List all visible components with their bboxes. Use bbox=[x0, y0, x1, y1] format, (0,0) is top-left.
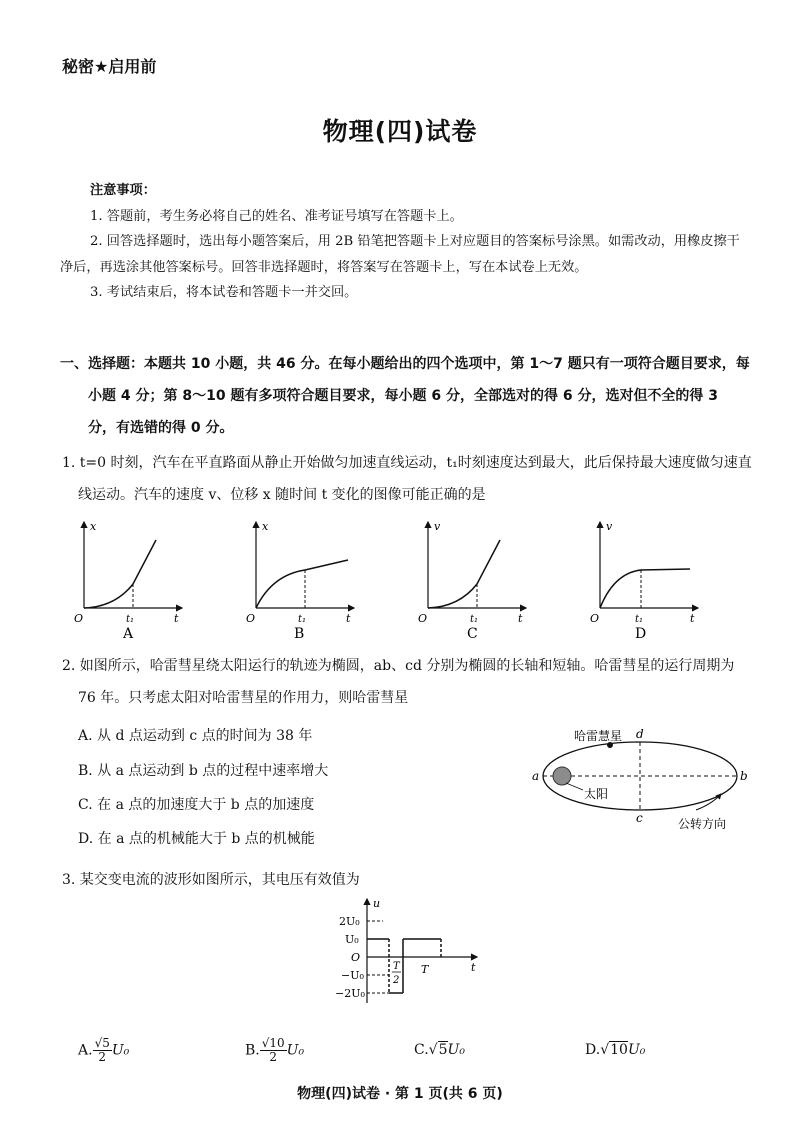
tick-half-period-den: 2 bbox=[393, 975, 400, 986]
question-2-stem: 2. 如图所示，哈雷彗星绕太阳运行的轨迹为椭圆，ab、cd 分别为椭圆的长轴和短轴。哈雷彗星的运行周期为 76 年。只考虑太阳对哈雷彗星的作用力，则哈雷彗星 bbox=[62, 658, 735, 706]
graph-b-label: B bbox=[294, 626, 305, 642]
question-2-option-b: B. 从 a 点运动到 b 点的过程中速率增大 bbox=[78, 763, 329, 779]
sun-label: 太阳 bbox=[584, 787, 609, 801]
graph-b-curve bbox=[256, 560, 348, 608]
graph-a-label: A bbox=[123, 626, 134, 642]
question-3-stem: 3. 某交变电流的波形如图所示，其电压有效值为 bbox=[62, 872, 360, 888]
point-c-label: c bbox=[636, 811, 643, 825]
graph-d-curve bbox=[600, 569, 690, 608]
graph-c-curve bbox=[428, 540, 500, 608]
tick-half-period-num: T bbox=[393, 961, 400, 972]
graph-c-x-label: t bbox=[518, 612, 523, 625]
question-1-graphs bbox=[70, 518, 750, 642]
confidential-label: 秘密★启用前 bbox=[62, 57, 157, 76]
graph-b bbox=[246, 520, 354, 642]
waveform-y-label: u bbox=[373, 897, 381, 910]
graph-d-origin: O bbox=[590, 612, 600, 625]
graph-c bbox=[418, 520, 526, 642]
graph-c-origin: O bbox=[418, 612, 428, 625]
question-2-option-d: D. 在 a 点的机械能大于 b 点的机械能 bbox=[78, 831, 315, 847]
graph-a-tick: t₁ bbox=[126, 614, 135, 625]
waveform-origin: O bbox=[351, 951, 361, 964]
notice-heading: 注意事项： bbox=[90, 183, 156, 198]
graph-c-tick: t₁ bbox=[470, 614, 479, 625]
graph-d-x-label: t bbox=[690, 612, 695, 625]
question-2-option-c: C. 在 a 点的加速度大于 b 点的加速度 bbox=[78, 797, 315, 813]
notice-item: 2. 回答选择题时，选出每小题答案后，用 2B 铅笔把答题卡上对应题目的答案标号涂黑。如需改动，用橡皮擦干净后，再选涂其他答案标号。回答非选择题时，将答案写在答题卡上，写在本试卷上无效。 bbox=[60, 234, 740, 275]
tick-u0: U₀ bbox=[345, 933, 359, 946]
point-d-label: d bbox=[636, 727, 644, 741]
sun-icon bbox=[553, 767, 571, 785]
tick-period: T bbox=[421, 963, 429, 976]
notice-block bbox=[60, 178, 750, 306]
tick-neg-u0: −U₀ bbox=[341, 969, 364, 982]
tick-2u0: 2U₀ bbox=[339, 915, 360, 928]
question-3-option-a: A. $\frac{√5}{2}$ U₀ bbox=[78, 1036, 130, 1064]
question-2-option-a: A. 从 d 点运动到 c 点的时间为 38 年 bbox=[78, 728, 313, 744]
comet-label: 哈雷慧星 bbox=[574, 729, 623, 743]
graph-d bbox=[590, 520, 698, 642]
graph-c-label: C bbox=[467, 626, 478, 642]
point-a-label: a bbox=[532, 769, 540, 783]
page-title: 物理(四)试卷 bbox=[322, 117, 478, 146]
comet-orbit-figure bbox=[528, 718, 753, 836]
graph-b-origin: O bbox=[246, 612, 256, 625]
tick-neg-2u0: −2U₀ bbox=[335, 987, 365, 1000]
graph-b-tick: t₁ bbox=[298, 614, 307, 625]
graph-a-x-label: t bbox=[174, 612, 179, 625]
notice-item: 1. 答题前，考生务必将自己的姓名、准考证号填写在答题卡上。 bbox=[90, 208, 463, 224]
notice-item: 3. 考试结束后，将本试卷和答题卡一并交回。 bbox=[90, 285, 358, 300]
graph-c-y-label: v bbox=[434, 520, 441, 533]
waveform-figure bbox=[335, 895, 485, 1007]
question-3-option-b: B. $\frac{√10}{2}$ U₀ bbox=[245, 1036, 305, 1064]
question-3-option-c: C.√5U₀ bbox=[414, 1042, 465, 1058]
graph-d-y-label: v bbox=[606, 520, 613, 533]
direction-label: 公转方向 bbox=[678, 817, 727, 831]
graph-b-x-label: t bbox=[346, 612, 351, 625]
point-b-label: b bbox=[740, 769, 748, 783]
graph-a-origin: O bbox=[74, 612, 84, 625]
graph-d-tick: t₁ bbox=[635, 614, 644, 625]
graph-b-y-label: x bbox=[262, 520, 269, 533]
graph-a-curve bbox=[84, 540, 156, 608]
graph-a bbox=[74, 520, 182, 642]
section-heading: 一、选择题：本题共 10 小题，共 46 分。在每小题给出的四个选项中，第 1～7 题只有一项符合题目要求，每小题 4 分；第 8～10 题有多项符合题目要求，每小题 6 分，全部选对的得 6 分，选对但不全的得 3 分，有选错的得 0 分。 bbox=[60, 356, 750, 436]
waveform-x-label: t bbox=[471, 961, 476, 974]
question-1-stem: 1. t=0 时刻，汽车在平直路面从静止开始做匀加速直线运动，t₁时刻速度达到最大，此后保持最大速度做匀速直线运动。汽车的速度 v、位移 x 随时间 t 变化的图像可能正确的是 bbox=[62, 455, 752, 503]
graph-d-label: D bbox=[635, 626, 647, 642]
page-footer: 物理(四)试卷 · 第 1 页(共 6 页) bbox=[297, 1086, 503, 1102]
question-3-option-d: D.√10U₀ bbox=[585, 1042, 646, 1058]
graph-a-y-label: x bbox=[90, 520, 97, 533]
